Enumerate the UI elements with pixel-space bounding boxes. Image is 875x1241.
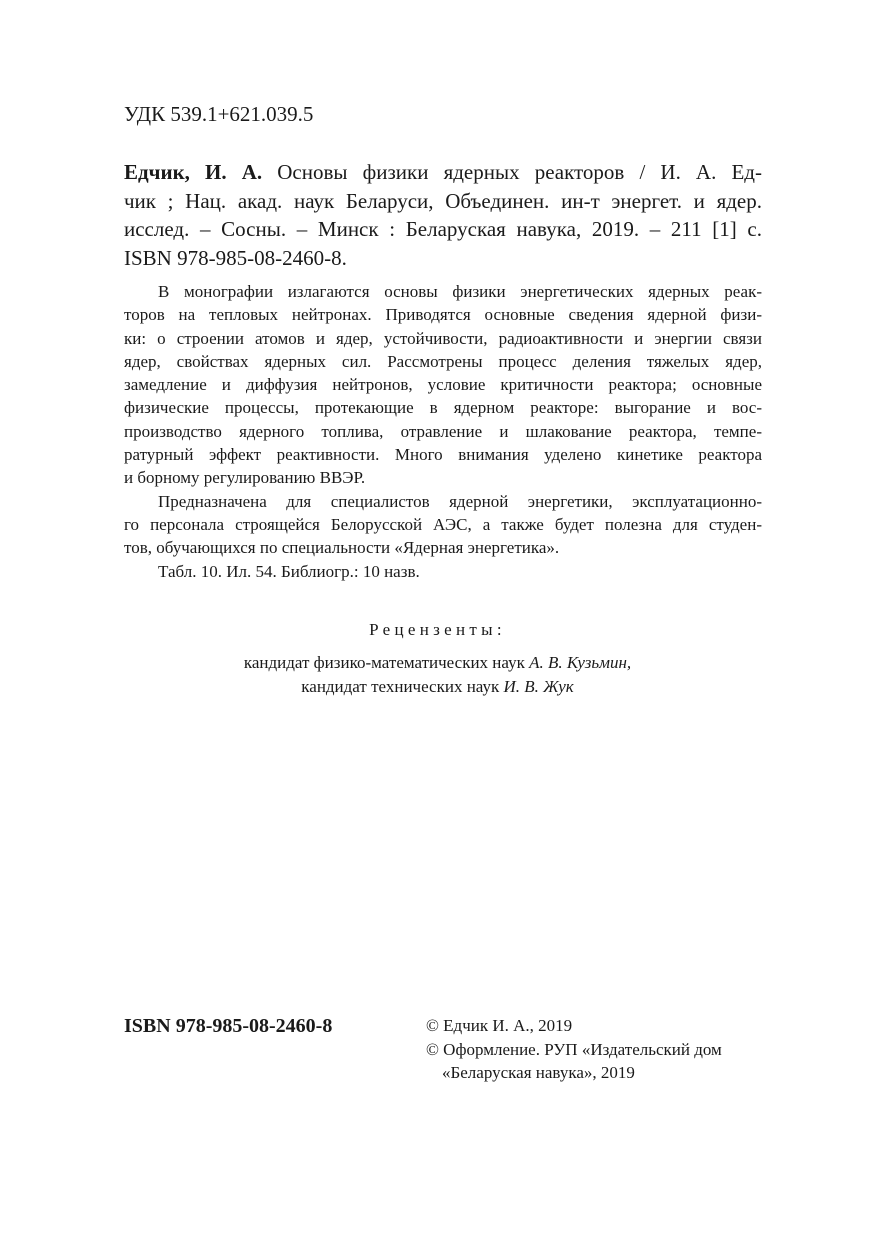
book-title: Основы физики ядерных реакторов / И. А. Ед- (262, 160, 762, 184)
annotation-line: тов, обучающихся по специальности «Ядерная энергетика». (124, 538, 560, 558)
reviewer-name: А. В. Кузьмин, (529, 653, 632, 672)
annotation-line: Предназначена для специалистов ядерной энергетики, эксплуатационно- (158, 491, 762, 511)
annotation-line: ки: о строении атомов и ядер, устойчивости, радиоактивности и энергии связи (124, 328, 762, 348)
reviewer-title: кандидат физико-математических наук (243, 653, 530, 672)
isbn: ISBN 978-985-08-2460-8 (124, 1015, 333, 1037)
annotation-line: производство ядерного топлива, отравление и шлакование реактора, темпе- (124, 421, 762, 441)
annotation-line: и борному регулированию ВВЭР. (124, 468, 366, 488)
annotation-line: ратурный эффект реактивности. Много внимания уделено кинетике реактора (124, 445, 762, 465)
reviewers-list (0, 651, 875, 698)
biblio-line-1 (124, 158, 762, 187)
bibliographic-description (124, 158, 762, 272)
annotation-stats: Табл. 10. Ил. 54. Библиогр.: 10 назв. (158, 561, 420, 581)
reviewer-1 (0, 651, 875, 675)
copyright-design: © Оформление. РУП «Издательский дом (426, 1039, 722, 1059)
annotation-line: го персонала строящейся Белорусской АЭС, а также будет полезна для студен- (124, 514, 762, 534)
annotation-line: В монографии излагаются основы физики энергетических ядерных реак- (158, 282, 762, 301)
annotation (124, 280, 762, 583)
annotation-line: торов на тепловых нейтронах. Приводятся основные сведения ядерной физи- (124, 305, 762, 325)
reviewers-heading: Рецензенты: (369, 620, 506, 639)
copyright-author: © Едчик И. А., 2019 (426, 1016, 573, 1035)
reviewer-name: И. В. Жук (503, 676, 574, 696)
annotation-line: физические процессы, протекающие в ядерном реакторе: выгорание и вос- (124, 398, 762, 418)
reviewer-title: кандидат технических наук (301, 676, 504, 696)
biblio-line-2: чик ; Нац. акад. наук Беларуси, Объединен. ин-т энергет. и ядер. (124, 188, 762, 213)
biblio-line-3: исслед. – Сосны. – Минск : Беларуская навука, 2019. – 211 [1] с. (124, 217, 762, 241)
annotation-line: замедление и диффузия нейтронов, условие критичности реактора; основные (124, 375, 762, 395)
biblio-isbn: ISBN 978-985-08-2460-8. (124, 245, 347, 270)
copyright-design-cont: «Беларуская навука», 2019 (442, 1063, 635, 1082)
annotation-line: ядер, свойствах ядерных сил. Рассмотрены процесс деления тяжелых ядер, (124, 351, 762, 371)
reviewer-2 (0, 675, 875, 699)
copyright-block (426, 1014, 766, 1085)
author-name: Едчик, И. А. (124, 160, 263, 184)
udk-code: УДК 539.1+621.039.5 (124, 102, 314, 126)
